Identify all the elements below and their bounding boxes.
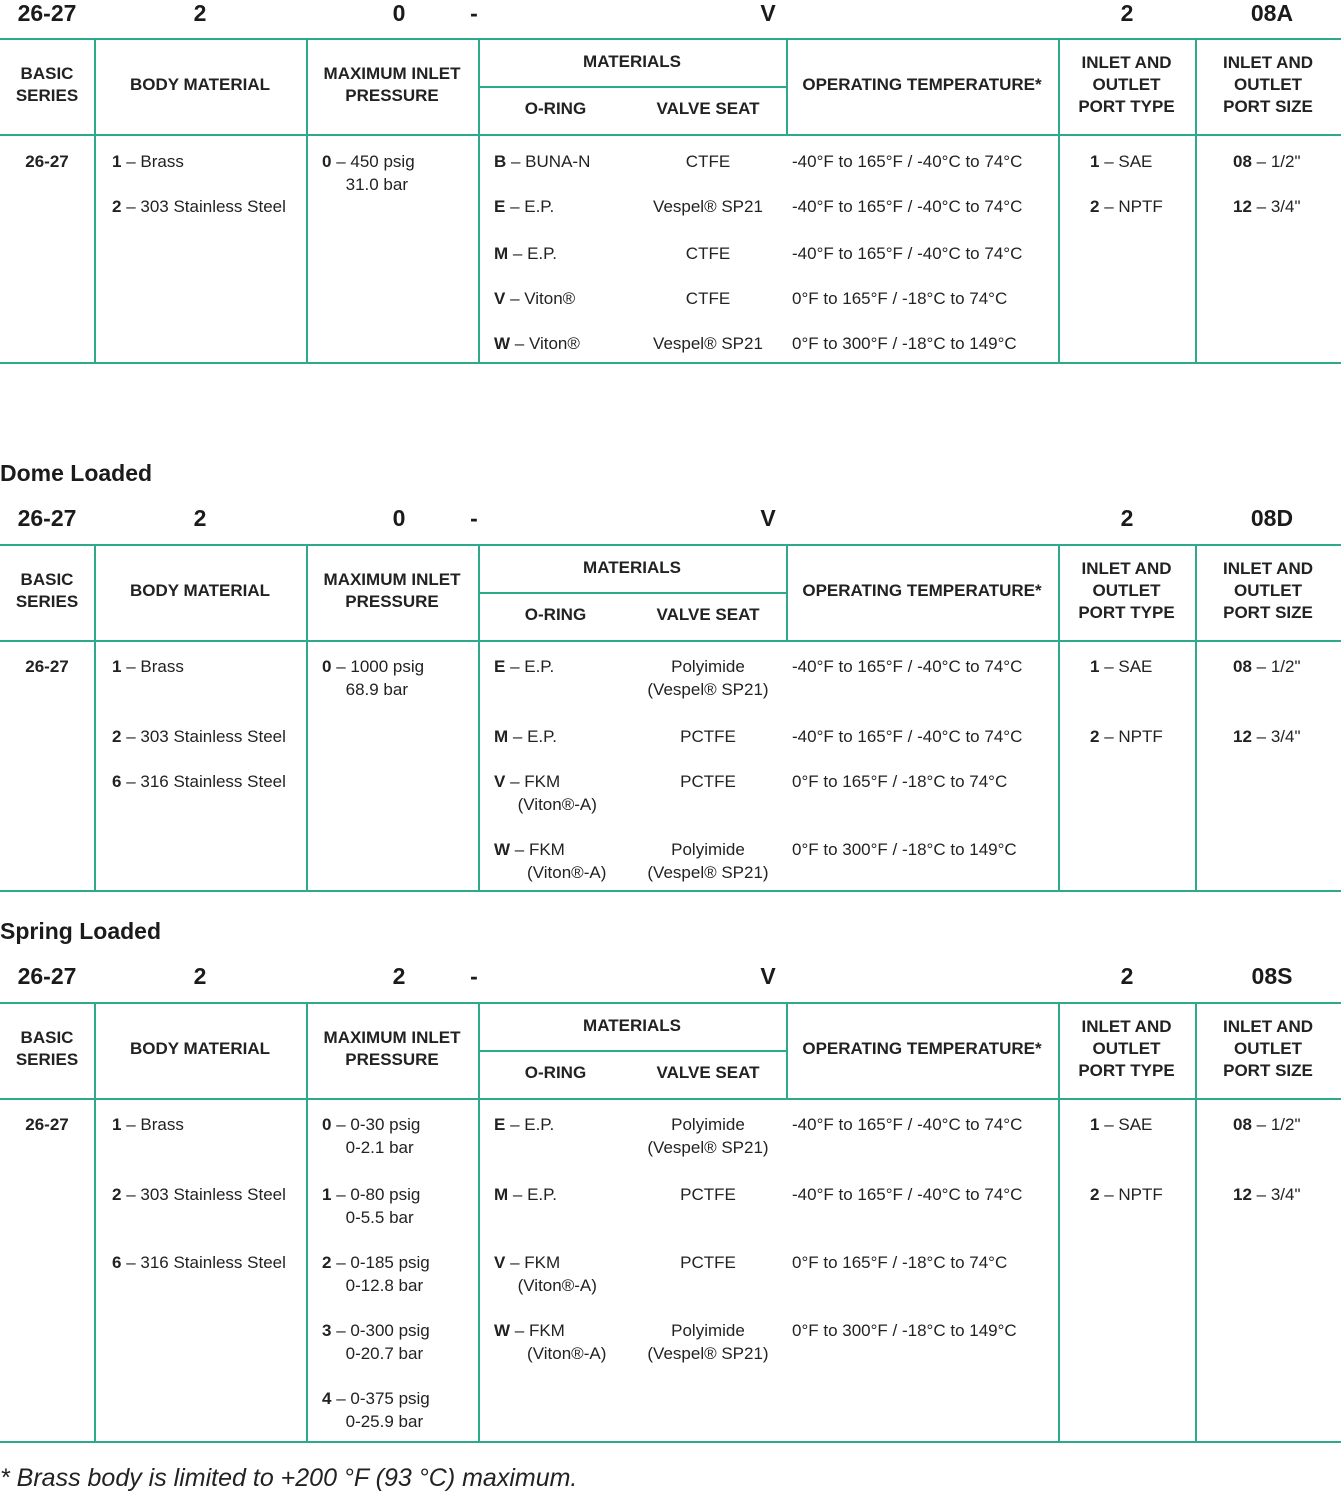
body-material-option: 2 – 303 Stainless Steel xyxy=(112,727,286,746)
table-rule xyxy=(0,1098,1341,1100)
pressure-option: 3 – 0-300 psig 0-20.7 bar xyxy=(322,1321,430,1363)
valve-seat-option: Polyimide (Vespel® SP21) xyxy=(647,657,769,699)
header-max-pressure: MAXIMUM INLET PRESSURE xyxy=(323,570,461,611)
header-valve-seat: VALVE SEAT xyxy=(656,99,760,118)
o-ring-option: W – Viton® xyxy=(494,334,580,353)
valve-seat-option: Polyimide (Vespel® SP21) xyxy=(647,1321,769,1363)
operating-temperature-option: -40°F to 165°F / -40°C to 74°C xyxy=(792,152,1023,171)
header-port-size: INLET AND OUTLET PORT SIZE xyxy=(1222,53,1314,116)
table-rule xyxy=(0,1441,1341,1443)
header-port-size: INLET AND OUTLET PORT SIZE xyxy=(1222,559,1314,622)
section-title: Dome Loaded xyxy=(0,460,153,486)
footnote: * Brass body is limited to +200 °F (93 °C) maximum. xyxy=(0,1464,578,1492)
port-size-option: 08 – 1/2" xyxy=(1233,1115,1301,1134)
o-ring-option: V – FKM (Viton®-A) xyxy=(494,772,597,814)
model-code-segment: 2 xyxy=(1120,0,1134,26)
header-port-size: INLET AND OUTLET PORT SIZE xyxy=(1222,1017,1314,1080)
model-code-segment: - xyxy=(470,505,478,531)
port-type-option: 1 – SAE xyxy=(1090,152,1153,171)
table-rule xyxy=(0,640,1341,642)
header-basic-series: BASIC SERIES xyxy=(15,570,79,611)
operating-temperature-option: -40°F to 165°F / -40°C to 74°C xyxy=(792,727,1023,746)
header-port-type: INLET AND OUTLET PORT TYPE xyxy=(1078,53,1175,116)
model-code-segment: V xyxy=(760,0,776,26)
model-code-segment: 2 xyxy=(1120,963,1134,989)
model-code-segment: 2 xyxy=(193,963,207,989)
pressure-option: 0 – 1000 psig 68.9 bar xyxy=(322,657,425,699)
operating-temperature-option: 0°F to 165°F / -18°C to 74°C xyxy=(792,1253,1008,1272)
basic-series-value: 26-27 xyxy=(25,1115,69,1134)
valve-seat-option: PCTFE xyxy=(680,772,736,791)
o-ring-option: M – E.P. xyxy=(494,1185,558,1204)
operating-temperature-option: -40°F to 165°F / -40°C to 74°C xyxy=(792,1185,1023,1204)
header-body-material: BODY MATERIAL xyxy=(129,1039,271,1058)
o-ring-option: V – FKM (Viton®-A) xyxy=(494,1253,597,1295)
body-material-option: 1 – Brass xyxy=(112,1115,184,1134)
o-ring-option: B – BUNA-N xyxy=(494,152,591,171)
operating-temperature-option: -40°F to 165°F / -40°C to 74°C xyxy=(792,1115,1023,1134)
o-ring-option: W – FKM (Viton®-A) xyxy=(494,1321,607,1363)
o-ring-option: E – E.P. xyxy=(494,197,555,216)
model-code-segment: - xyxy=(470,0,478,26)
materials-divider xyxy=(478,592,786,594)
valve-seat-option: Polyimide (Vespel® SP21) xyxy=(647,1115,769,1157)
o-ring-option: W – FKM (Viton®-A) xyxy=(494,840,607,882)
model-code-segment: 2 xyxy=(392,963,406,989)
model-code-segment: 08S xyxy=(1251,963,1293,989)
header-operating-temperature: OPERATING TEMPERATURE* xyxy=(802,581,1042,600)
column-rule xyxy=(478,544,480,890)
header-max-pressure: MAXIMUM INLET PRESSURE xyxy=(323,64,461,105)
valve-seat-option: Polyimide (Vespel® SP21) xyxy=(647,840,769,882)
column-rule xyxy=(94,1002,96,1441)
header-max-pressure: MAXIMUM INLET PRESSURE xyxy=(323,1028,461,1069)
valve-seat-option: PCTFE xyxy=(680,727,736,746)
port-type-option: 1 – SAE xyxy=(1090,657,1153,676)
header-o-ring: O-RING xyxy=(524,1063,587,1082)
header-body-material: BODY MATERIAL xyxy=(129,75,271,94)
basic-series-value: 26-27 xyxy=(25,152,69,171)
body-material-option: 2 – 303 Stainless Steel xyxy=(112,197,286,216)
o-ring-option: M – E.P. xyxy=(494,244,558,263)
port-size-option: 08 – 1/2" xyxy=(1233,152,1301,171)
operating-temperature-option: 0°F to 300°F / -18°C to 149°C xyxy=(792,840,1017,859)
header-port-type: INLET AND OUTLET PORT TYPE xyxy=(1078,559,1175,622)
model-code-segment: - xyxy=(470,963,478,989)
table-rule xyxy=(0,38,1341,40)
o-ring-option: V – Viton® xyxy=(494,289,576,308)
basic-series-value: 26-27 xyxy=(25,657,69,676)
column-rule xyxy=(478,38,480,362)
model-code-segment: 0 xyxy=(392,0,406,26)
header-basic-series: BASIC SERIES xyxy=(15,1028,79,1069)
body-material-option: 6 – 316 Stainless Steel xyxy=(112,772,286,791)
table-rule xyxy=(0,544,1341,546)
body-material-option: 6 – 316 Stainless Steel xyxy=(112,1253,286,1272)
materials-divider xyxy=(478,86,786,88)
pressure-option: 2 – 0-185 psig 0-12.8 bar xyxy=(322,1253,430,1295)
port-size-option: 12 – 3/4" xyxy=(1233,1185,1301,1204)
model-code-segment: 08A xyxy=(1250,0,1294,26)
port-size-option: 08 – 1/2" xyxy=(1233,657,1301,676)
pressure-option: 1 – 0-80 psig 0-5.5 bar xyxy=(322,1185,421,1227)
o-ring-option: E – E.P. xyxy=(494,657,555,676)
model-code-segment: 2 xyxy=(193,0,207,26)
port-type-option: 2 – NPTF xyxy=(1090,197,1163,216)
header-body-material: BODY MATERIAL xyxy=(129,581,271,600)
table-rule xyxy=(0,890,1341,892)
model-code-segment: 2 xyxy=(193,505,207,531)
port-size-option: 12 – 3/4" xyxy=(1233,727,1301,746)
o-ring-option: E – E.P. xyxy=(494,1115,555,1134)
model-code-segment: 26-27 xyxy=(17,963,77,989)
operating-temperature-option: 0°F to 165°F / -18°C to 74°C xyxy=(792,772,1008,791)
table-rule xyxy=(0,1002,1341,1004)
operating-temperature-option: -40°F to 165°F / -40°C to 74°C xyxy=(792,244,1023,263)
header-o-ring: O-RING xyxy=(524,99,587,118)
header-basic-series: BASIC SERIES xyxy=(15,64,79,105)
materials-divider xyxy=(478,1050,786,1052)
o-ring-option: M – E.P. xyxy=(494,727,558,746)
pressure-option: 0 – 450 psig 31.0 bar xyxy=(322,152,415,194)
valve-seat-option: CTFE xyxy=(685,152,731,171)
header-valve-seat: VALVE SEAT xyxy=(656,605,760,624)
valve-seat-option: CTFE xyxy=(685,244,731,263)
model-code-segment: 26-27 xyxy=(17,505,77,531)
header-materials: MATERIALS xyxy=(583,558,681,577)
valve-seat-option: PCTFE xyxy=(680,1185,736,1204)
operating-temperature-option: 0°F to 300°F / -18°C to 149°C xyxy=(792,1321,1017,1340)
section-title: Spring Loaded xyxy=(0,918,161,944)
body-material-option: 2 – 303 Stainless Steel xyxy=(112,1185,286,1204)
header-o-ring: O-RING xyxy=(524,605,587,624)
valve-seat-option: CTFE xyxy=(685,289,731,308)
valve-seat-option: PCTFE xyxy=(680,1253,736,1272)
operating-temperature-option: -40°F to 165°F / -40°C to 74°C xyxy=(792,197,1023,216)
operating-temperature-option: 0°F to 300°F / -18°C to 149°C xyxy=(792,334,1017,353)
table-rule xyxy=(0,134,1341,136)
header-operating-temperature: OPERATING TEMPERATURE* xyxy=(802,1039,1042,1058)
model-code-segment: V xyxy=(760,505,776,531)
model-code-segment: 2 xyxy=(1120,505,1134,531)
port-type-option: 2 – NPTF xyxy=(1090,1185,1163,1204)
valve-seat-option: Vespel® SP21 xyxy=(653,334,763,353)
body-material-option: 1 – Brass xyxy=(112,152,184,171)
model-code-segment: V xyxy=(760,963,776,989)
body-material-option: 1 – Brass xyxy=(112,657,184,676)
model-code-segment: 08D xyxy=(1250,505,1294,531)
header-materials: MATERIALS xyxy=(583,52,681,71)
header-valve-seat: VALVE SEAT xyxy=(656,1063,760,1082)
port-type-option: 2 – NPTF xyxy=(1090,727,1163,746)
header-operating-temperature: OPERATING TEMPERATURE* xyxy=(802,75,1042,94)
valve-seat-option: Vespel® SP21 xyxy=(653,197,763,216)
operating-temperature-option: 0°F to 165°F / -18°C to 74°C xyxy=(792,289,1008,308)
pressure-option: 4 – 0-375 psig 0-25.9 bar xyxy=(322,1389,430,1431)
header-materials: MATERIALS xyxy=(583,1016,681,1035)
header-port-type: INLET AND OUTLET PORT TYPE xyxy=(1078,1017,1175,1080)
port-size-option: 12 – 3/4" xyxy=(1233,197,1301,216)
port-type-option: 1 – SAE xyxy=(1090,1115,1153,1134)
table-rule xyxy=(0,362,1341,364)
model-code-segment: 26-27 xyxy=(17,0,77,26)
operating-temperature-option: -40°F to 165°F / -40°C to 74°C xyxy=(792,657,1023,676)
model-code-segment: 0 xyxy=(392,505,406,531)
pressure-option: 0 – 0-30 psig 0-2.1 bar xyxy=(322,1115,421,1157)
